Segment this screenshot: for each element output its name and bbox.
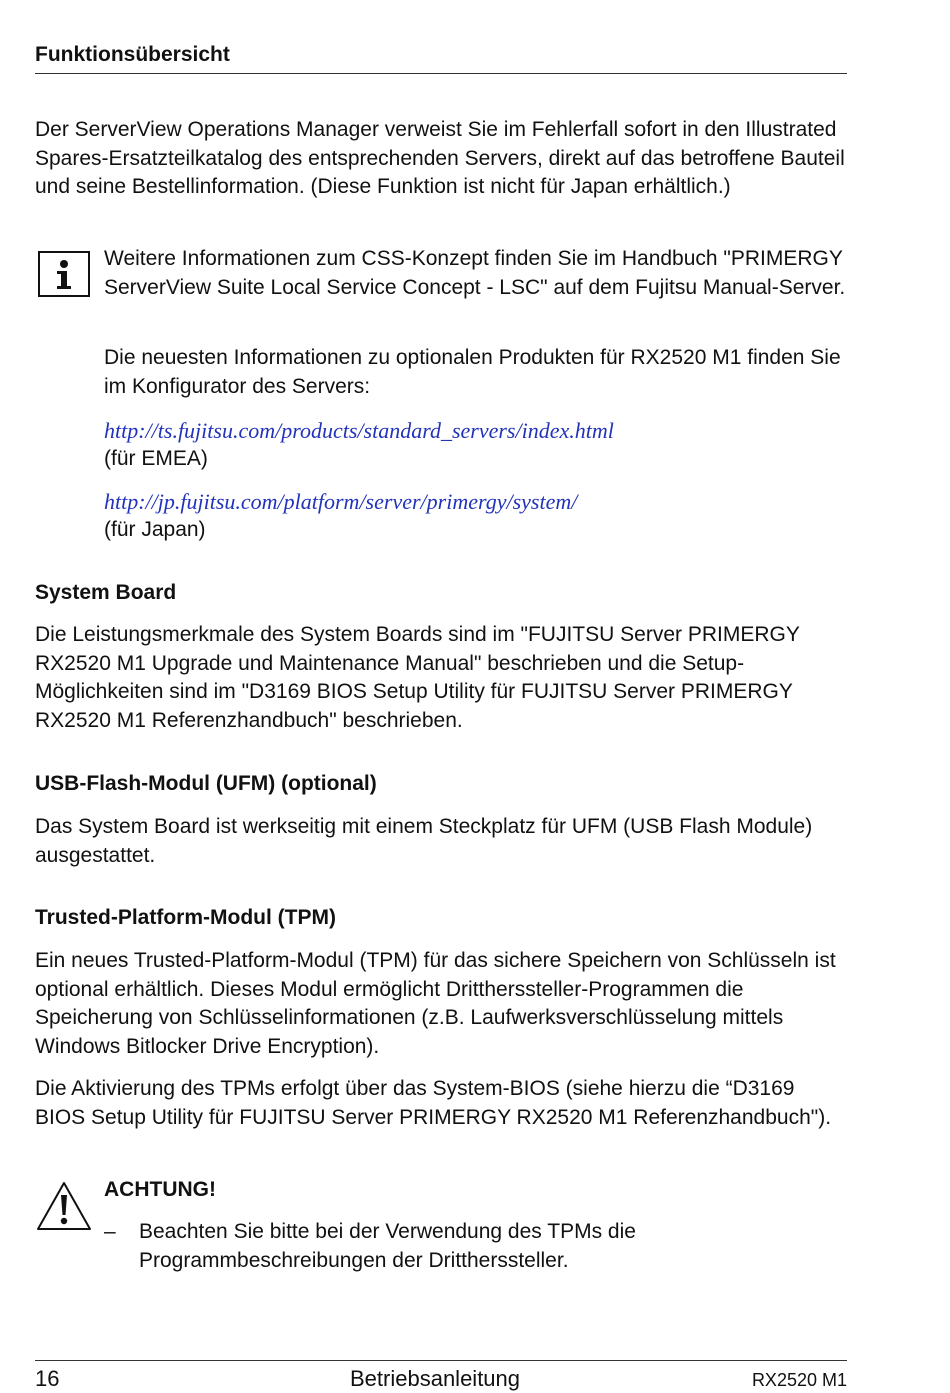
tpm-section: [35, 904, 847, 932]
tpm-body: [35, 947, 847, 1061]
tpm-heading: Trusted-Platform-Modul (TPM): [35, 906, 336, 929]
document-page: [35, 0, 847, 1393]
system-board-paragraph: Die Leistungsmerkmale des System Boards sind im "FUJITSU Server PRIMERGY RX2520 M1 Upgrade und Maintenance Manual" beschrieben und die Setup-Möglichkeiten sind im "D3169 BIOS Setup Utility für FUJITSU Server PRIMERGY RX2520 M1 Referenzhandbuch" beschrieben.: [35, 623, 800, 732]
header-rule: [35, 73, 847, 74]
footer-document-title: Betriebsanleitung: [350, 1366, 521, 1391]
warning-item-text: Beachten Sie bitte bei der Verwendung des TPMs die Programmbeschreibungen der Drittherssteller.: [139, 1220, 636, 1272]
ufm-section: [35, 770, 847, 798]
system-board-heading: System Board: [35, 581, 177, 604]
footer-rule: [35, 1360, 847, 1361]
tpm-body-2: [35, 1075, 847, 1132]
system-board-section: [35, 579, 847, 607]
page-number: 16: [35, 1366, 60, 1391]
ufm-heading: USB-Flash-Modul (UFM) (optional): [35, 772, 377, 795]
warning-heading-block: [104, 1176, 847, 1204]
footer-model: RX2520 M1: [751, 1370, 847, 1390]
warning-heading: ACHTUNG!: [104, 1178, 216, 1201]
dash-bullet: –: [104, 1220, 116, 1243]
ufm-paragraph: Das System Board ist werkseitig mit einem Steckplatz für UFM (USB Flash Module) ausgestattet.: [35, 815, 813, 867]
info-note-products: [104, 344, 847, 401]
tpm-paragraph-2: Die Aktivierung des TPMs erfolgt über das System-BIOS (siehe hierzu die “D3169 BIOS Setup Utility für FUJITSU Server PRIMERGY RX2520 M1 Referenzhandbuch").: [35, 1077, 832, 1129]
info-paragraph-1: Weitere Informationen zum CSS-Konzept finden Sie im Handbuch "PRIMERGY ServerView Suite Local Service Concept - LSC" auf dem Fujitsu Manual-Server.: [104, 247, 846, 299]
link-block-japan: [104, 488, 847, 544]
page-footer: [35, 1366, 847, 1392]
intro-paragraph: Der ServerView Operations Manager verweist Sie im Fehlerfall sofort in den Illustrated Spares-Ersatzteilkatalog des entsprechenden Servers, direkt auf das betroffene Bauteil und seine Bestellinformation. (Diese Funktion ist nicht für Japan erhältlich.): [35, 118, 845, 198]
emea-link-note: (für EMEA): [104, 447, 208, 470]
intro-section: [35, 116, 847, 202]
info-note: [104, 245, 847, 302]
system-board-body: [35, 621, 847, 735]
page-header-title: Funktionsübersicht: [35, 43, 230, 66]
ufm-body: [35, 813, 847, 870]
japan-link-note: (für Japan): [104, 518, 206, 541]
emea-link[interactable]: http://ts.fujitsu.com/products/standard_servers/index.html: [104, 418, 614, 443]
info-icon: [38, 251, 90, 297]
info-paragraph-2: Die neuesten Informationen zu optionalen Produkten für RX2520 M1 finden Sie im Konfigurator des Servers:: [104, 346, 841, 398]
link-block-emea: [104, 417, 847, 473]
tpm-paragraph-1: Ein neues Trusted-Platform-Modul (TPM) für das sichere Speichern von Schlüsseln ist optional erhältlich. Dieses Modul ermöglicht Drittherssteller-Programmen die Speicherung von Schlüsselinformationen (z.B. Laufwerksverschlüsselung mittels Windows Bitlocker Drive Encryption).: [35, 949, 836, 1058]
warning-icon: [35, 1179, 93, 1233]
japan-link[interactable]: http://jp.fujitsu.com/platform/server/primergy/system/: [104, 489, 578, 514]
